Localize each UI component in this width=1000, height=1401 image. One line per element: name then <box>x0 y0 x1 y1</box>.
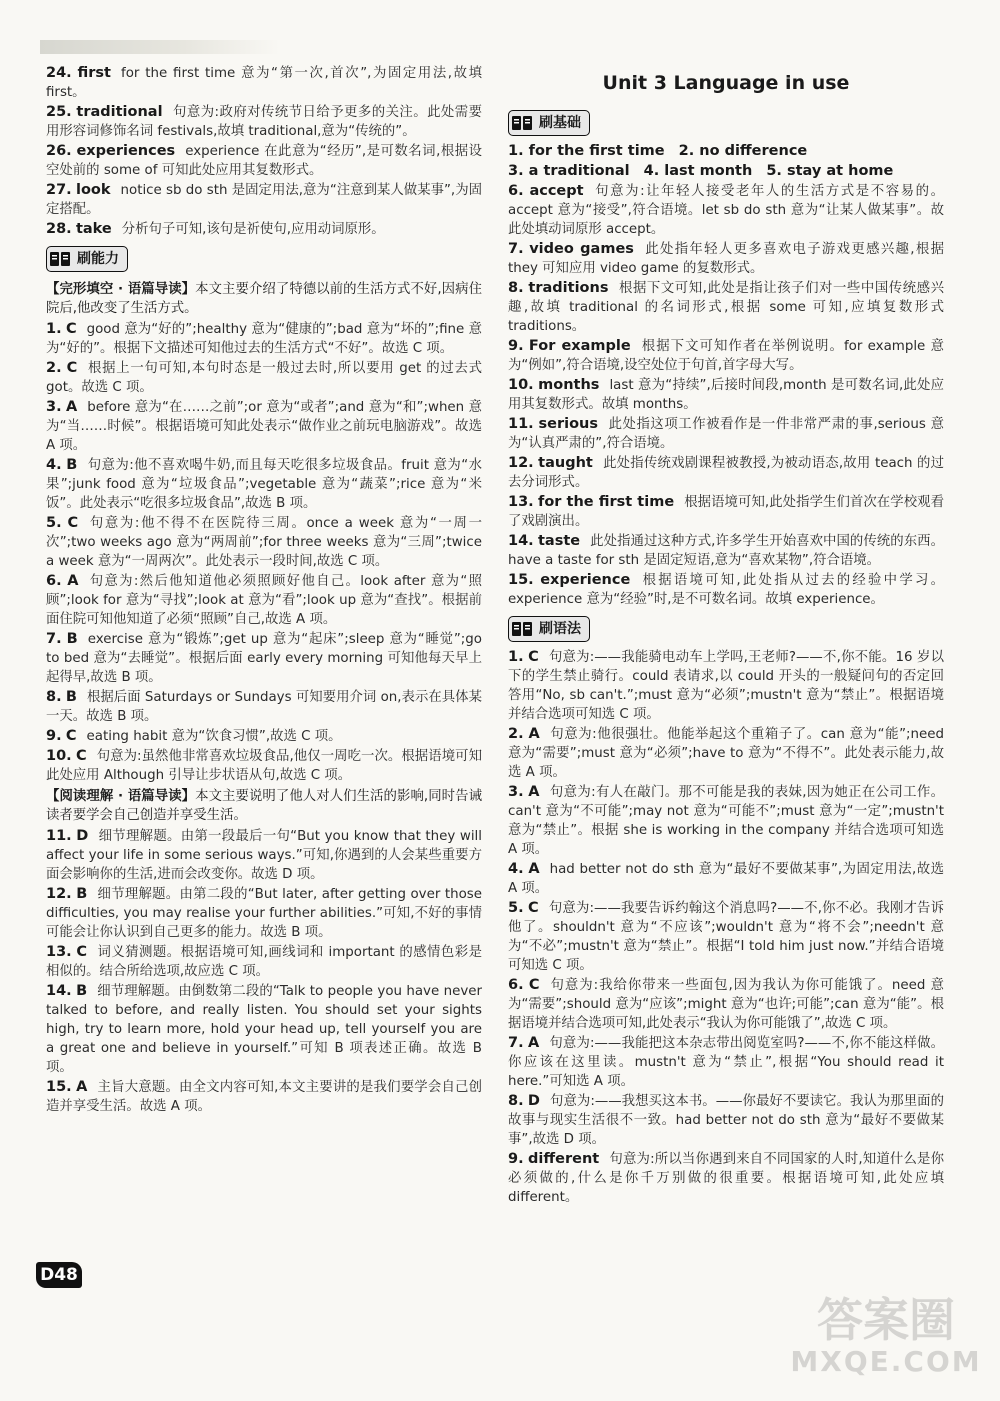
answer-list-top <box>46 64 482 239</box>
question-number: 4. <box>508 861 524 877</box>
answer-entry <box>46 320 482 358</box>
answer-key: C <box>67 515 79 531</box>
answer-entry <box>508 783 944 859</box>
answer-entry <box>46 1078 482 1116</box>
explanation: 句意为:虽然他非常喜欢垃圾食品,他仅一周吃一次。根据语境可知此处应用 Although 引导让步状语从句,故选 C 项。 <box>46 749 482 783</box>
answer-entry <box>46 181 482 219</box>
answer-entry <box>46 456 482 513</box>
answer-item: 3. a traditional <box>508 163 630 179</box>
answer-key: for the first time <box>538 494 675 510</box>
explanation: had better not do sth 意为“最好不要做某事”,为固定用法,故选 A 项。 <box>508 862 944 896</box>
question-number: 5. <box>46 515 62 531</box>
unit-title: Unit 3 Language in use <box>602 72 850 94</box>
answer-key: months <box>538 377 600 393</box>
answer-key: A <box>528 784 540 800</box>
question-number: 28. <box>46 221 72 237</box>
answer-key: C <box>76 748 87 764</box>
explanation: 此处指年轻人更多喜欢电子游戏更感兴趣,根据 they 可知应用 video game 的复数形式。 <box>508 242 944 276</box>
answer-key: experiences <box>76 143 176 159</box>
answer-key: C <box>76 944 88 960</box>
answer-entry <box>46 142 482 180</box>
answer-entry <box>508 976 944 1033</box>
answer-key: accept <box>529 183 584 199</box>
answer-key: C <box>528 977 540 993</box>
question-number: 4. <box>46 457 62 473</box>
answer-key: serious <box>538 416 599 432</box>
question-number: 11. <box>508 416 534 432</box>
answer-entry <box>46 103 482 141</box>
reading-intro <box>46 787 482 825</box>
answer-entry <box>508 1150 944 1207</box>
explanation: notice sb do sth 是固定用法,意为“注意到某人做某事”,为固定搭配。 <box>46 183 483 217</box>
question-number: 2. <box>508 726 524 742</box>
answer-entry <box>508 725 944 782</box>
answer-entry <box>46 727 482 746</box>
answer-key: For example <box>528 338 631 354</box>
answer-key: B <box>76 983 88 999</box>
explanation: 句意为:他不得不在医院待三周。once a week 意为“一周一次”;two weeks ago 意为“两周前”;for three weeks 意为“三周”;twice a week 意为“一周两次”。此处表示一段时间,故选 C 项。 <box>46 516 482 569</box>
reading-intro-text: 本文主要说明了他人对人们生活的影响,同时告诫读者要学会自己创造并享受生活。 <box>46 789 482 823</box>
answer-entry <box>508 571 944 609</box>
book-icon <box>511 113 533 133</box>
answer-entry <box>46 398 482 455</box>
answer-key: taught <box>538 455 593 471</box>
question-number: 13. <box>46 944 72 960</box>
answer-key: different <box>528 1151 600 1167</box>
explanation: 根据上一句可知,本句时态是一般过去时,所以要用 get 的过去式 got。故选 C 项。 <box>46 361 482 395</box>
question-number: 2. <box>46 360 62 376</box>
question-number: 10. <box>46 748 72 764</box>
explanation: 句意为:他很强壮。他能举起这个重箱子了。can 意为“能”;need 意为“需要”;must 意为“必须”;have to 意为“不得不”。此处表示能力,故选 A 项。 <box>508 727 944 780</box>
answer-item: 1. for the first time <box>508 143 665 159</box>
page-number: D48 <box>36 1262 82 1288</box>
answer-key: A <box>66 399 78 415</box>
badge-label: 刷基础 <box>539 114 581 131</box>
explanation: 句意为:政府对传统节日给予更多的关注。此处需要用形容词修饰名词 festivals,故填 traditional,意为“传统的”。 <box>46 105 482 139</box>
answer-entry <box>46 747 482 785</box>
badge-label: 刷语法 <box>539 620 581 637</box>
answer-key: traditions <box>528 280 609 296</box>
answer-key: video games <box>529 241 634 257</box>
answer-entry <box>46 885 482 942</box>
answer-list-grammar <box>508 648 944 1207</box>
answer-key: first <box>77 65 111 81</box>
answer-key: taste <box>538 533 581 549</box>
question-number: 9. <box>46 728 62 744</box>
answer-entry <box>508 532 944 570</box>
question-number: 1. <box>46 321 62 337</box>
answer-key: experience <box>540 572 631 588</box>
question-number: 1. <box>508 649 524 665</box>
answer-list-cloze <box>46 320 482 785</box>
answer-entry <box>508 899 944 975</box>
answer-entry <box>508 337 944 375</box>
cloze-intro <box>46 280 482 318</box>
question-number: 7. <box>508 241 524 257</box>
explanation: experience 在此意为“经历”,是可数名词,根据设空处前的 some of 可知此处应用其复数形式。 <box>46 144 482 178</box>
header-strip <box>40 40 280 54</box>
explanation: 主旨大意题。由全文内容可知,本文主要讲的是我们要学会自己创造并享受生活。故选 A 项。 <box>46 1080 482 1114</box>
explanation: last 意为“持续”,后接时间段,month 是可数名词,此处应用其复数形式。故填 months。 <box>508 378 944 412</box>
badge-grammar <box>508 616 590 642</box>
answer-entry <box>508 240 944 278</box>
book-icon <box>511 619 533 639</box>
explanation: for the first time 意为“第一次,首次”,为固定用法,故填 first。 <box>46 66 482 100</box>
answer-entry <box>46 943 482 981</box>
book-icon <box>49 249 71 269</box>
answer-entry <box>46 359 482 397</box>
question-number: 10. <box>508 377 534 393</box>
badge-skill <box>46 246 128 272</box>
answer-entry <box>508 454 944 492</box>
answer-entry <box>508 415 944 453</box>
answer-key: B <box>65 689 77 705</box>
answer-key: C <box>528 900 539 916</box>
question-number: 12. <box>508 455 534 471</box>
answer-entry <box>508 648 944 724</box>
answer-item: 4. last month <box>643 163 753 179</box>
explanation: 此处指通过这种方式,许多学生开始喜欢中国的传统的东西。have a taste for sth 是固定短语,意为“喜欢某物”,符合语境。 <box>508 534 944 568</box>
question-number: 15. <box>46 1079 72 1095</box>
explanation: 句意为:他不喜欢喝牛奶,而且每天吃很多垃圾食品。fruit 意为“水果”;junk food 意为“垃圾食品”;vegetable 意为“蔬菜”;rice 意为“米饭”。此处表示“吃很多垃圾食品”,故选 B 项。 <box>46 458 482 511</box>
answer-item: 5. stay at home <box>766 163 894 179</box>
question-number: 26. <box>46 143 72 159</box>
question-number: 6. <box>508 977 524 993</box>
explanation: exercise 意为“锻炼”;get up 意为“起床”;sleep 意为“睡觉”;go to bed 意为“去睡觉”。根据后面 early every morning 可知他每天早上起得早,故选 B 项。 <box>46 632 482 685</box>
cloze-intro-text: 本文主要介绍了特德以前的生活方式不好,因病住院后,他改变了生活方式。 <box>46 282 482 316</box>
explanation: 句意为:我给你带来一些面包,因为我认为你可能饿了。need 意为“需要”;should 意为“应该”;might 意为“也许;可能”;can 意为“能”。根据语境并结合选项可知,此处表示“我认为你可能饿了”,故选 C 项。 <box>508 978 944 1031</box>
explanation: 词义猜测题。根据语境可知,画线词和 important 的感情色彩是相似的。结合所给选项,故应选 C 项。 <box>46 945 482 979</box>
explanation: 此处指这项工作被看作是一件非常严肃的事,serious 意为“认真严肃的”,符合语境。 <box>508 417 944 451</box>
answer-entry <box>508 1092 944 1149</box>
question-number: 24. <box>46 65 72 81</box>
answer-list-basic <box>508 182 944 609</box>
answer-entry <box>508 493 944 531</box>
answer-entry <box>46 64 482 102</box>
explanation: 根据下文可知作者在举例说明。for example 意为“例如”,符合语境,设空处位于句首,首字母大写。 <box>508 339 944 373</box>
question-number: 5. <box>508 900 524 916</box>
left-column <box>46 64 482 1117</box>
explanation: 此处指传统戏剧课程被教授,为被动语态,故用 teach 的过去分词形式。 <box>508 456 944 490</box>
question-number: 8. <box>508 1093 524 1109</box>
answer-entry <box>46 827 482 884</box>
explanation: 根据语境可知,此处指学生们首次在学校观看了戏剧演出。 <box>508 495 944 529</box>
question-number: 7. <box>508 1035 524 1051</box>
question-number: 3. <box>508 784 524 800</box>
answer-key: B <box>66 631 78 647</box>
right-column <box>508 64 944 1208</box>
answer-key: A <box>528 726 540 742</box>
answer-entry <box>46 220 482 239</box>
answer-entry <box>508 860 944 898</box>
explanation: 句意为:所以当你遇到来自不同国家的人时,知道什么是你必须做的,什么是你千万别做的很重要。根据语境可知,此处应填 different。 <box>508 1152 944 1205</box>
answer-key: traditional <box>76 104 163 120</box>
explanation: eating habit 意为“饮食习惯”,故选 C 项。 <box>86 729 342 744</box>
explanation: 分析句子可知,该句是祈使句,应用动词原形。 <box>121 222 385 237</box>
answer-item: 2. no difference <box>678 143 808 159</box>
badge-basic <box>508 110 590 136</box>
answer-key: D <box>76 828 89 844</box>
question-number: 14. <box>46 983 72 999</box>
cloze-intro-label: 【完形填空 · 语篇导读】 <box>46 282 196 297</box>
explanation: 句意为:然后他知道他必须照顾好他自己。look after 意为“照顾”;look for 意为“寻找”;look at 意为“看”;look up 意为“查找”。根据前面住院可知他知道了必须“照顾”自己,故选 A 项。 <box>46 574 482 627</box>
explanation: 句意为:让年轻人接受老年人的生活方式是不容易的。accept 意为“接受”,符合语境。let sb do sth 意为“让某人做某事”。故此处填动词原形 accept。 <box>508 184 944 237</box>
watermark-top: 答案圈 <box>817 1293 955 1347</box>
question-number: 25. <box>46 104 72 120</box>
answer-key: look <box>75 182 111 198</box>
watermark <box>786 1293 986 1383</box>
explanation: before 意为“在……之前”;or 意为“或者”;and 意为“和”;when 意为“当……时候”。根据语境可知此处表示“做作业之前玩电脑游戏”。故选 A 项。 <box>46 400 482 453</box>
explanation: 根据语境可知,此处指从过去的经验中学习。experience 意为“经验”时,是不可数名词。故填 experience。 <box>508 573 944 607</box>
answer-entry <box>46 630 482 687</box>
answer-entry <box>508 279 944 336</box>
answer-key: D <box>527 1093 540 1109</box>
explanation: 根据下文可知,此处是指让孩子们对一些中国传统感兴趣,故填 traditional 的名词形式,根据 some 可知,应填复数形式 traditions。 <box>508 281 944 334</box>
answer-key: C <box>65 321 77 337</box>
question-number: 6. <box>46 573 62 589</box>
answer-list-reading <box>46 827 482 1116</box>
question-number: 8. <box>46 689 62 705</box>
question-number: 8. <box>508 280 524 296</box>
watermark-bottom: MXQE.COM <box>790 1345 982 1378</box>
answer-entry <box>508 182 944 239</box>
reading-intro-label: 【阅读理解 · 语篇导读】 <box>46 789 196 804</box>
answer-key: A <box>528 861 540 877</box>
question-number: 11. <box>46 828 72 844</box>
answer-key: take <box>75 221 112 237</box>
question-number: 9. <box>508 338 524 354</box>
question-number: 7. <box>46 631 62 647</box>
answer-key: C <box>66 360 78 376</box>
question-number: 3. <box>46 399 62 415</box>
answer-line <box>508 162 944 181</box>
explanation: 句意为:——我要告诉约翰这个消息吗?——不,你不必。我刚才告诉他了。shouldn't 意为“不应该”;wouldn't 意为“将不会”;needn't 意为“不必”;mustn't 意为“禁止”。根据“I told him just now.”并结合语境可知选 C 项。 <box>508 901 945 973</box>
explanation: 细节理解题。由倒数第二段的“Talk to people you have never talked to before, and really listen. You should set your sights high, try to learn more, hold your head up, tell yourself you are a great one and believe in yourself.”可知 B 项表述正确。故选 B 项。 <box>46 984 482 1075</box>
question-number: 14. <box>508 533 534 549</box>
question-number: 15. <box>508 572 534 588</box>
badge-label: 刷能力 <box>77 250 119 267</box>
question-number: 27. <box>46 182 72 198</box>
answer-key: A <box>528 1035 540 1051</box>
answer-entry <box>508 376 944 414</box>
question-number: 12. <box>46 886 72 902</box>
answer-key: B <box>66 457 78 473</box>
explanation: good 意为“好的”;healthy 意为“健康的”;bad 意为“坏的”;fine 意为“好的”。根据下文描述可知他过去的生活方式“不好”。故选 C 项。 <box>46 322 482 356</box>
question-number: 13. <box>508 494 534 510</box>
explanation: 细节理解题。由第二段的“But later, after getting over those difficulties, you may realise your further abilities.”可知,不好的事情可能会让你认识到自己更多的能力。故选 B 项。 <box>46 887 482 940</box>
answer-key: B <box>76 886 88 902</box>
answer-entry <box>46 688 482 726</box>
question-number: 9. <box>508 1151 524 1167</box>
explanation: 细节理解题。由第一段最后一句“But you know that they will affect your life in some serious ways.”可知,你遇到的人会某些重要方面会影响你的生活,进而会改变你。故选 D 项。 <box>46 829 482 882</box>
explanation: 句意为:——我能把这本杂志带出阅览室吗?——不,你不能这样做。你应该在这里读。mustn't 意为“禁止”,根据“You should read it here.”可知选 A 项。 <box>508 1036 944 1089</box>
explanation: 句意为:有人在敲门。那不可能是我的表妹,因为她正在公司工作。can't 意为“不可能”;may not 意为“可能不”;must 意为“一定”;mustn't 意为“禁止”。根据 she is working in the company 并结合选项可知选 A 项。 <box>508 785 944 857</box>
answer-entry <box>46 514 482 571</box>
answer-key: C <box>528 649 539 665</box>
explanation: 句意为:——我想买这本书。——你最好不要读它。我认为那里面的故事与现实生活很不一致。had better not do sth 意为“最好不要做某事”,故选 D 项。 <box>508 1094 944 1147</box>
answer-key: A <box>76 1079 88 1095</box>
answer-entry <box>508 1034 944 1091</box>
answer-key: C <box>65 728 77 744</box>
answer-line <box>508 142 944 161</box>
answer-entry <box>46 572 482 629</box>
explanation: 根据后面 Saturdays or Sundays 可知要用介词 on,表示在具体某一天。故选 B 项。 <box>46 690 482 724</box>
answer-entry <box>46 982 482 1077</box>
question-number: 6. <box>508 183 524 199</box>
answer-key: A <box>67 573 79 589</box>
explanation: 句意为:——我能骑电动车上学吗,王老师?——不,你不能。16 岁以下的学生禁止骑行。could 表请求,以 could 开头的一般疑问句的否定回答用“No, sb can't.”;must 意为“必须”;mustn't 意为“禁止”。根据语境并结合选项可知选 C 项。 <box>508 650 944 722</box>
